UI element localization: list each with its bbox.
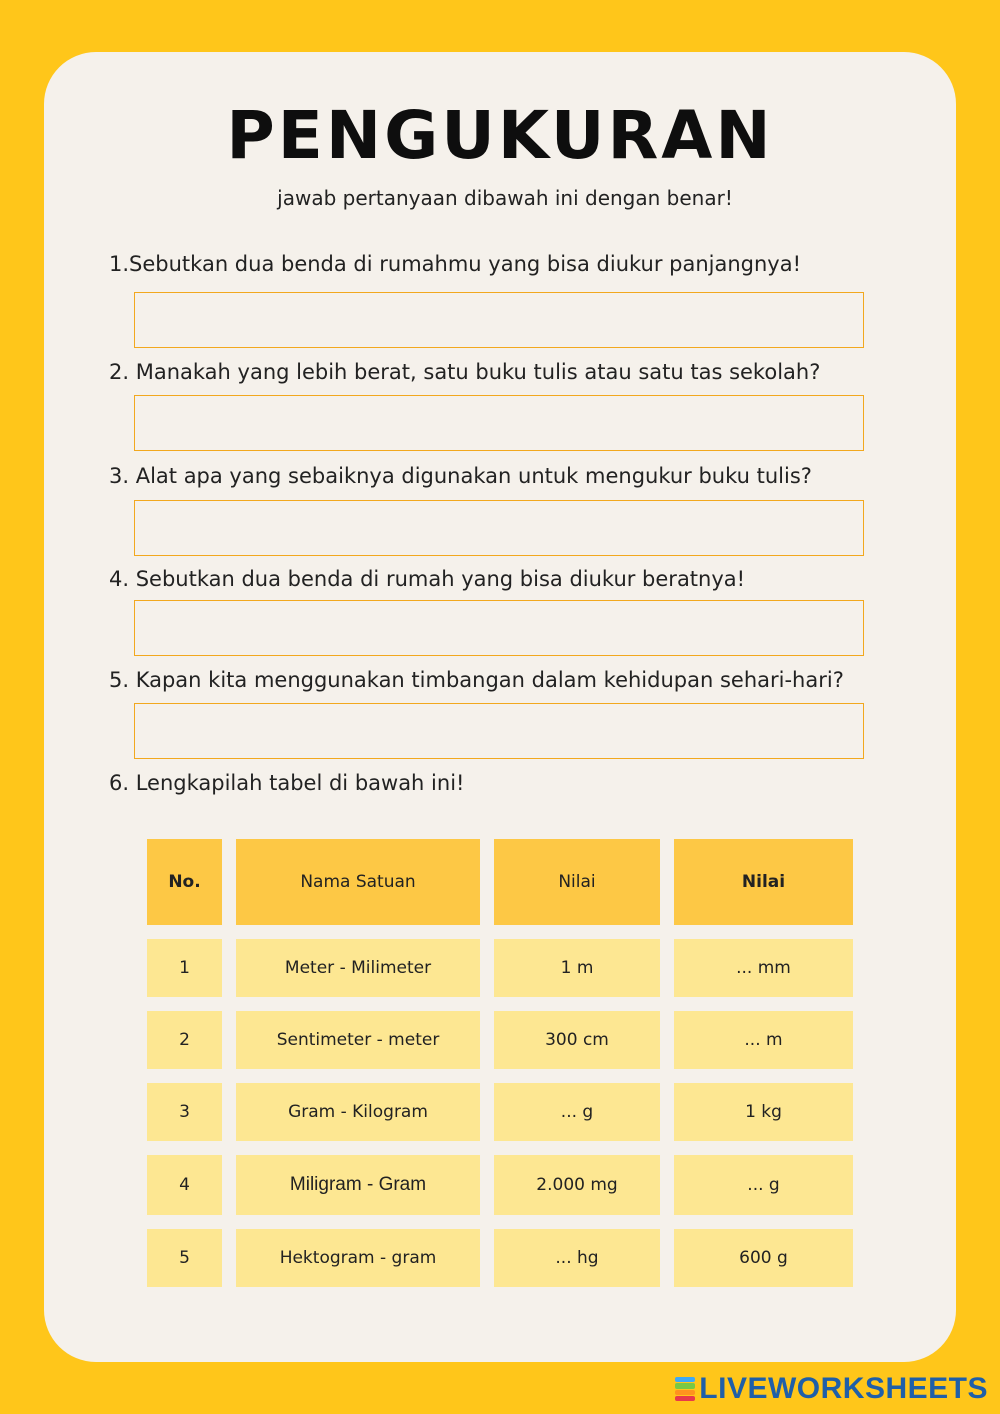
table-cell: 4: [147, 1155, 222, 1215]
table-cell: 1: [147, 939, 222, 997]
liveworksheets-brand: [675, 1372, 988, 1406]
answer-field-1[interactable]: [134, 292, 864, 348]
page-title: PENGUKURAN: [226, 97, 774, 174]
table-cell: Hektogram - gram: [236, 1229, 480, 1287]
table-cell: 600 g: [674, 1229, 853, 1287]
answer-field-5[interactable]: [134, 703, 864, 759]
table-cell: ... m: [674, 1011, 853, 1069]
table-cell: 3: [147, 1083, 222, 1141]
table-cell: Miligram - Gram: [236, 1155, 480, 1215]
question-3: 3. Alat apa yang sebaiknya digunakan untuk mengukur buku tulis?: [109, 464, 812, 488]
table-cell: ... g: [494, 1083, 660, 1141]
answer-field-2[interactable]: [134, 395, 864, 451]
table-cell: ... g: [674, 1155, 853, 1215]
answer-field-3[interactable]: [134, 500, 864, 556]
question-4: 4. Sebutkan dua benda di rumah yang bisa diukur beratnya!: [109, 567, 746, 591]
question-6: 6. Lengkapilah tabel di bawah ini!: [109, 771, 465, 795]
brand-name: LIVEWORKSHEETS: [699, 1372, 988, 1405]
table-cell: ... mm: [674, 939, 853, 997]
table-cell: 300 cm: [494, 1011, 660, 1069]
question-5: 5. Kapan kita menggunakan timbangan dalam kehidupan sehari-hari?: [109, 668, 844, 692]
table-header-no: No.: [147, 839, 222, 925]
table-cell: 2.000 mg: [494, 1155, 660, 1215]
question-2: 2. Manakah yang lebih berat, satu buku tulis atau satu tas sekolah?: [109, 360, 821, 384]
table-cell: Gram - Kilogram: [236, 1083, 480, 1141]
table-cell: Sentimeter - meter: [236, 1011, 480, 1069]
table-header-unit-name: Nama Satuan: [236, 839, 480, 925]
instructions: jawab pertanyaan dibawah ini dengan benar!: [277, 186, 733, 210]
answer-field-4[interactable]: [134, 600, 864, 656]
table-header-value: Nilai: [494, 839, 660, 925]
table-cell: 5: [147, 1229, 222, 1287]
table-cell: ... hg: [494, 1229, 660, 1287]
table-cell: 2: [147, 1011, 222, 1069]
liveworksheets-logo-icon: [675, 1377, 695, 1401]
table-cell: 1 m: [494, 939, 660, 997]
table-header-value-2: Nilai: [674, 839, 853, 925]
question-1: 1.Sebutkan dua benda di rumahmu yang bisa diukur panjangnya!: [109, 252, 802, 276]
table-cell: 1 kg: [674, 1083, 853, 1141]
table-cell: Meter - Milimeter: [236, 939, 480, 997]
